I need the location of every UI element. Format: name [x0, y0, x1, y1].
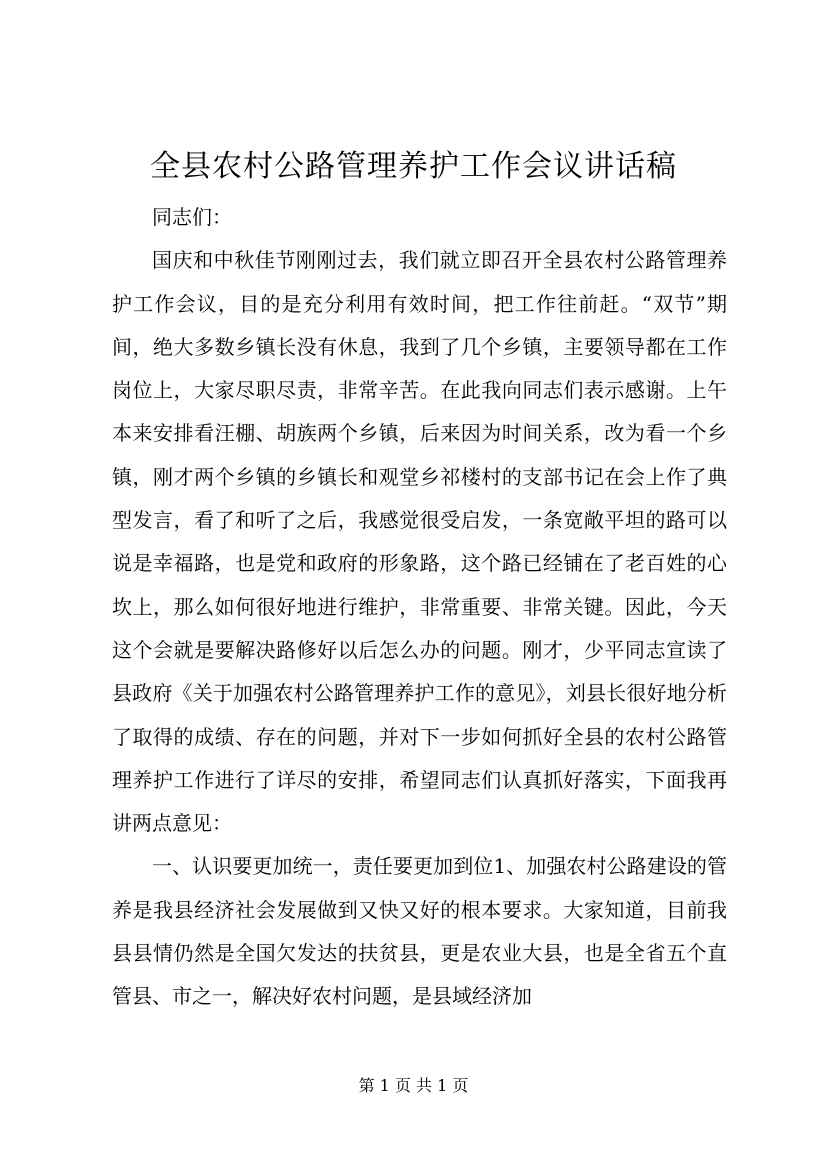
- salutation-paragraph: 同志们：: [152, 205, 232, 229]
- document-body: [112, 196, 727, 1019]
- document-title: 全县农村公路管理养护工作会议讲话稿: [150, 149, 677, 184]
- body-paragraph: 一、认识要更加统一，责任要更加到位1、加强农村公路建设的管养是我县经济社会发展做到又快又好的根本要求。大家知道，目前我县县情仍然是全国欠发达的扶贫县，更是农业大县，也是全省五个直管县、市之一，解决好农村问题，是县域经济加: [112, 854, 727, 1009]
- page-footer: 第 1 页 共 1 页: [358, 1076, 469, 1095]
- body-paragraph: 国庆和中秋佳节刚刚过去，我们就立即召开全县农村公路管理养护工作会议，目的是充分利用有效时间，把工作往前赶。“双节”期间，绝大多数乡镇长没有休息，我到了几个乡镇，主要领导都在工作岗位上，大家尽职尽责，非常辛苦。在此我向同志们表示感谢。上午本来安排看汪棚、胡族两个乡镇，后来因为时间关系，改为看一个乡镇，刚才两个乡镇的乡镇长和观堂乡祁楼村的支部书记在会上作了典型发言，看了和听了之后，我感觉很受启发，一条宽敞平坦的路可以说是幸福路，也是党和政府的形象路，这个路已经铺在了老百姓的心坎上，那么如何很好地进行维护，非常重要、非常关键。因此，今天这个会就是要解决路修好以后怎么办的问题。刚才，少平同志宣读了县政府《关于加强农村公路管理养护工作的意见》，刘县长很好地分析了取得的成绩、存在的问题，并对下一步如何抓好全县的农村公路管理养护工作进行了详尽的安排，希望同志们认真抓好落实，下面我再讲两点意见：: [112, 248, 727, 836]
